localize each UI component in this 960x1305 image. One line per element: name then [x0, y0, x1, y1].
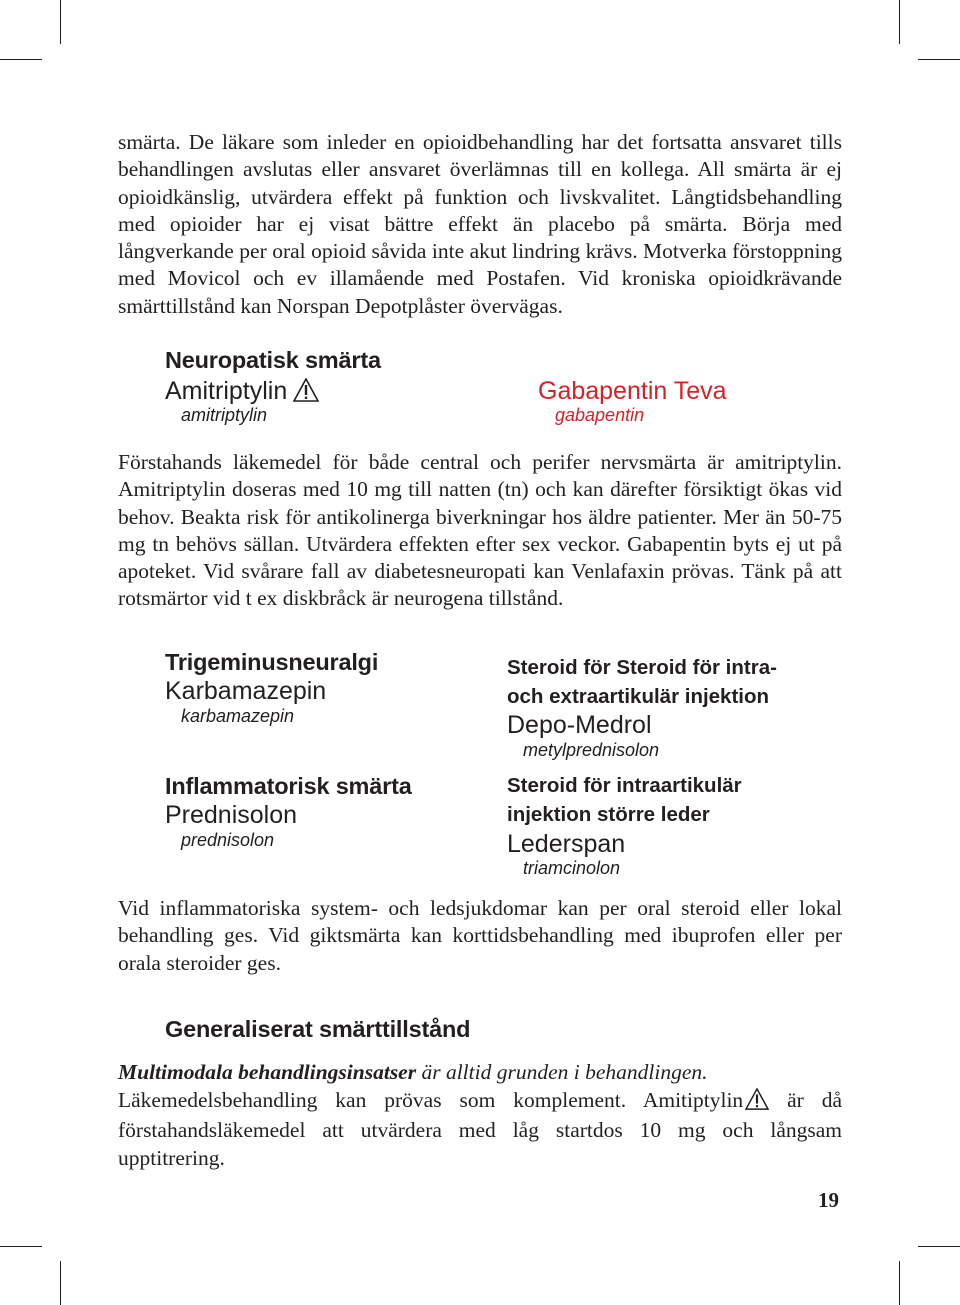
crop-mark: [60, 0, 61, 44]
crop-mark: [899, 0, 900, 44]
gabapentin-name: Gabapentin Teva: [538, 377, 727, 405]
steroid-intra-extra-heading: Steroid för Steroid för intra- och extraartikulär injektion: [507, 656, 777, 708]
warning-triangle-icon: [293, 378, 319, 409]
gabapentin-generic: gabapentin: [555, 405, 645, 425]
depo-medrol-generic: metylprednisolon: [523, 740, 660, 760]
karbamazepin-generic: karbamazepin: [181, 706, 295, 726]
inflammatory-heading: Inflammatorisk smärta: [165, 773, 412, 799]
generalized-paragraph: [118, 1087, 842, 1172]
generalized-heading: Generaliserat smärttillstånd: [165, 1016, 471, 1042]
warning-triangle-icon: [745, 1088, 769, 1117]
intro-paragraph: smärta. De läkare som inleder en opioidbehandling har det fortsatta ansvaret tills behandlingen avslutas eller ansvaret överlämnas till en kollega. All smärta är ej opioidkänslig, utvärdera effekt på funktion och livskvalitet. Långtidsbehandling med opioider har ej visat bättre effekt än placebo på smärta. Börja med långverkande per oral opioid såvida inte akut lindring krävs. Motverka förstoppning med Movicol och ev illamående med Postafen. Vid kroniska opioidkrävande smärttillstånd kan Norspan Depotplåster övervägas.: [118, 130, 842, 318]
neuropathic-heading: Neuropatisk smärta: [165, 347, 381, 373]
trigeminal-heading: Trigeminusneuralgi: [165, 649, 379, 675]
crop-mark: [0, 59, 42, 60]
amitriptylin-generic: amitriptylin: [181, 405, 268, 425]
lederspan-name: Lederspan: [507, 830, 626, 858]
crop-mark: [0, 1246, 42, 1247]
depo-medrol-name: Depo-Medrol: [507, 711, 652, 739]
crop-mark: [60, 1261, 61, 1305]
neuropathic-paragraph: Förstahands läkemedel för både central och perifer nervsmärta är amitriptylin. Amitriptylin doseras med 10 mg till natten (tn) och kan därefter försiktigt ökas vid behov. Beakta risk för antikolinerga biverkningar hos äldre patienter. Mer än 50-75 mg tn behövs sällan. Utvärdera effekten efter sex veckor. Gabapentin byts ej ut på apoteket. Vid svårare fall av diabetesneuropati kan Venlafaxin prövas. Tänk på att rotsmärtor vid t ex diskbråck är neurogena tillstånd.: [118, 450, 842, 611]
emphasis-rest: är alltid grunden i behandlingen.: [416, 1060, 708, 1084]
generalized-text-end: är då förstahandsläkemedel att utvärdera med låg startdos 10 mg och långsam upptitrering.: [118, 1088, 842, 1170]
lederspan-generic: triamcinolon: [523, 858, 621, 878]
crop-mark: [918, 1246, 960, 1247]
inflammatory-paragraph: Vid inflammatoriska system- och ledsjukdomar kan per oral steroid eller lokal behandling ges. Vid giktsmärta kan korttidsbehandling med ibuprofen eller per orala steroider ges.: [118, 896, 842, 975]
steroid-large-joints-heading: Steroid för intraartikulär injektion större leder: [507, 774, 742, 826]
generalized-text-start: Läkemedelsbehandling kan prövas som komplement. Amitiptylin: [118, 1088, 744, 1112]
prednisolon-name: Prednisolon: [165, 801, 298, 829]
prednisolon-generic: prednisolon: [181, 830, 275, 850]
crop-mark: [899, 1261, 900, 1305]
generalized-emphasis: [118, 1059, 842, 1086]
karbamazepin-name: Karbamazepin: [165, 677, 327, 705]
emphasis-bold: Multimodala behandlingsinsatser: [118, 1060, 417, 1084]
page-number: 19: [818, 1188, 839, 1212]
amitriptylin-name: Amitriptylin: [165, 377, 288, 405]
crop-mark: [918, 59, 960, 60]
